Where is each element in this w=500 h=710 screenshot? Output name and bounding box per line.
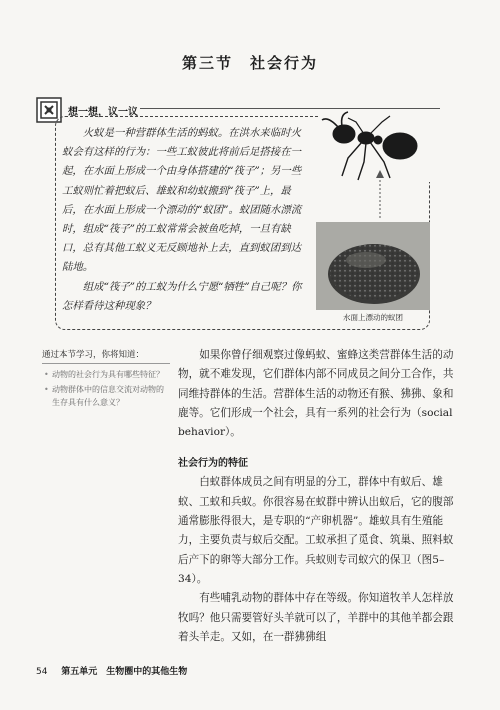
up-arrow-icon [376, 168, 384, 220]
header-rule [140, 108, 440, 109]
objective-item: • 动物群体中的信息交流对动物的生存具有什么意义？ [42, 383, 170, 409]
page-number: 54 [36, 667, 48, 677]
section-heading: 社会行为的特征 [178, 458, 248, 470]
page-footer [36, 664, 187, 677]
section-title: 第三节 社会行为 [181, 54, 318, 72]
photo-caption: 水面上漂动的蚁团 [343, 313, 403, 322]
fire-ant-photo [318, 110, 430, 182]
objective-item: • 动物的社会行为具有哪些特征？ [42, 368, 170, 381]
learning-objectives [42, 348, 170, 411]
think-discuss-text [62, 124, 307, 316]
objectives-divider [42, 363, 170, 364]
main-body [178, 346, 464, 647]
hierarchy-paragraph: 有些哺乳动物的群体中存在等级。你知道牧羊人怎样放牧吗？他只需要管好头羊就可以了，羊群中的其他羊都会跟着头羊走。又如，在一群狒狒组 [178, 592, 454, 643]
fire-ant-paragraph: 火蚁是一种营群体生活的蚂蚁。在洪水来临时火蚁会有这样的行为：一些工蚁彼此将前后足搭接在一起，在水面上形成一个由身体搭建的“筏子”；另一些工蚁则忙着把蚁后、雄蚁和幼蚁搬到“筏子”上，最后，在水面上形成一个漂动的“蚁团”。蚁团随水漂流时，组成“筏子”的工蚁常常会被鱼吃掉，一旦有缺口，总有其他工蚁义无反顾地补上去，直到蚁团到达陆地。 [62, 127, 302, 274]
ant-raft-photo [316, 222, 430, 310]
intro-paragraph: 如果你曾仔细观察过像蚂蚁、蜜蜂这类营群体生活的动物，就不难发现，它们群体内部不同成员之间分工合作，共同维持群体的生活。营群体生活的动物还有猴、狒狒、象和鹿等。它们形成一个社会，具有一系列的社会行为（social behavior）。 [178, 349, 454, 439]
discussion-question: 组成“筏子”的工蚁为什么宁愿“牺牲”自己呢？你怎样看待这种现象？ [62, 280, 302, 312]
termite-paragraph: 白蚁群体成员之间有明显的分工，群体中有蚁后、雄蚁、工蚁和兵蚁。你很容易在蚁群中辨认出蚁后，它的腹部通常膨胀得很大，是专职的“产卵机器”。雄蚁具有生殖能力，主要负责与蚁后交配。工蚁承担了觅食、筑巢、照料蚁后产下的卵等大部分工作。兵蚁则专司蚁穴的保卫（图5–34）。 [178, 476, 454, 585]
unit-title: 第五单元 生物圈中的其他生物 [61, 667, 188, 677]
objectives-lead: 通过本节学习，你将知道： [42, 350, 145, 360]
think-discuss-label: 想一想，议一议 [68, 106, 138, 118]
